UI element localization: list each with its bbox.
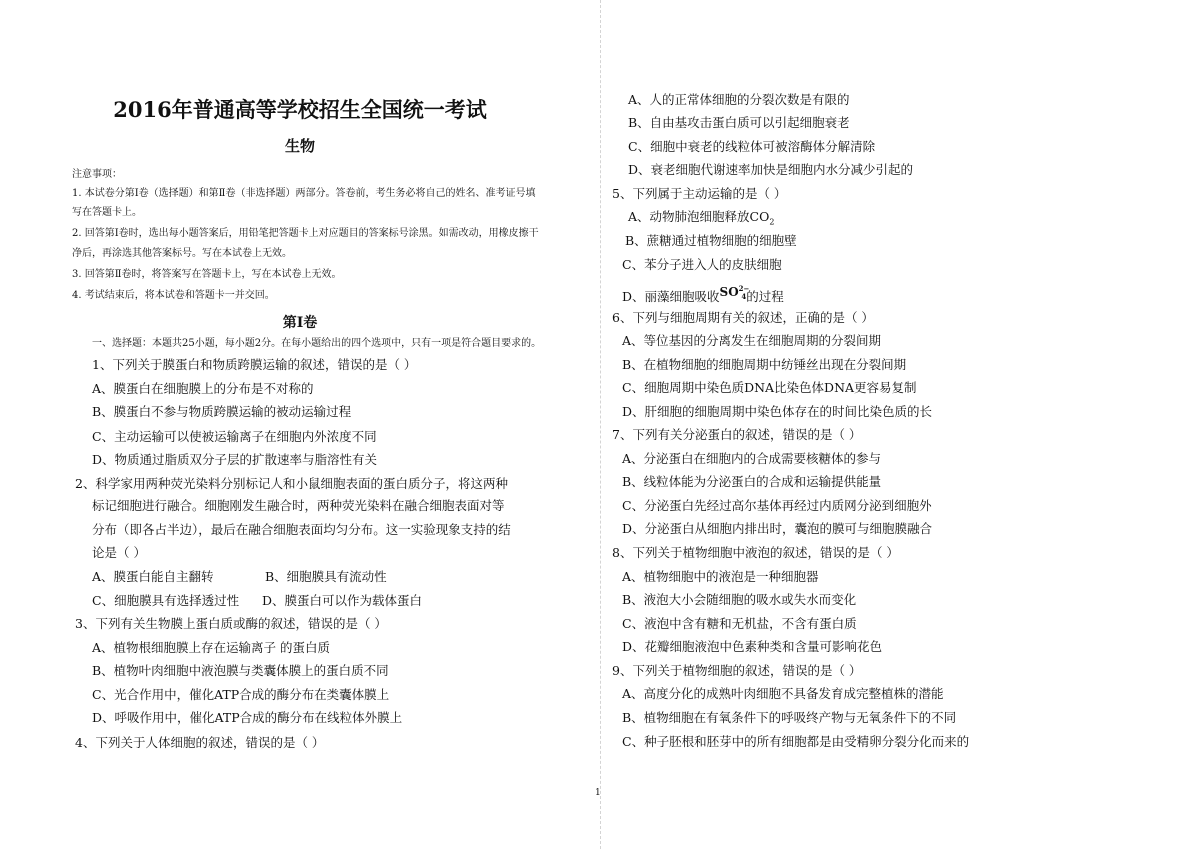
page-fold-line bbox=[600, 0, 601, 849]
question-1-option-b: B、膜蛋白不参与物质跨膜运输的被动运输过程 bbox=[92, 404, 352, 419]
notice-line: 4. 考试结束后，将本试卷和答题卡一并交回。 bbox=[72, 290, 275, 301]
question-3-option-b: B、植物叶肉细胞中液泡膜与类囊体膜上的蛋白质不同 bbox=[92, 663, 389, 678]
question-1-option-d: D、物质通过脂质双分子层的扩散速率与脂溶性有关 bbox=[92, 452, 378, 467]
co2-subscript: 2 bbox=[769, 217, 775, 227]
page-number: 1 bbox=[595, 788, 601, 798]
notice-line: 写在答题卡上。 bbox=[72, 207, 142, 218]
question-8-option-b: B、液泡大小会随细胞的吸水或失水而变化 bbox=[622, 592, 857, 607]
question-9-option-a: A、高度分化的成熟叶肉细胞不具备发育成完整植株的潜能 bbox=[622, 686, 944, 701]
notice-line: 净后，再涂选其他答案标号。写在本试卷上无效。 bbox=[72, 248, 292, 259]
question-3-option-a: A、植物根细胞膜上存在运输离子 的蛋白质 bbox=[92, 640, 331, 655]
notice-line: 1. 本试卷分第Ⅰ卷（选择题）和第Ⅱ卷（非选择题）两部分。答卷前，考生务必将自己的姓名、准考证号填 bbox=[72, 188, 536, 199]
question-6-option-d: D、肝细胞的细胞周期中染色体存在的时间比染色质的长 bbox=[622, 404, 933, 419]
sulfate-ion-charge: 2− bbox=[738, 284, 750, 293]
question-3-option-d: D、呼吸作用中，催化ATP合成的酶分布在线粒体外膜上 bbox=[92, 710, 403, 725]
question-2-stem: 标记细胞进行融合。细胞刚发生融合时，两种荧光染料在融合细胞表面对等 bbox=[92, 498, 505, 513]
sulfate-ion bbox=[719, 284, 750, 302]
sulfate-ion-count: 4 bbox=[741, 292, 747, 302]
question-4-stem: 4、下列关于人体细胞的叙述，错误的是（ ） bbox=[75, 735, 325, 750]
section-intro: 一、选择题：本题共25小题，每小题2分。在每小题给出的四个选项中，只有一项是符合题目要求的。 bbox=[92, 338, 542, 349]
question-1-stem: 1、下列关于膜蛋白和物质跨膜运输的叙述，错误的是（ ） bbox=[92, 357, 417, 372]
notice-line: 3. 回答第Ⅱ卷时，将答案写在答题卡上，写在本试卷上无效。 bbox=[72, 269, 342, 280]
question-8-stem: 8、下列关于植物细胞中液泡的叙述，错误的是（ ） bbox=[612, 545, 899, 560]
question-5-option-a bbox=[628, 209, 774, 231]
question-3-stem: 3、下列有关生物膜上蛋白质或酶的叙述，错误的是（ ） bbox=[75, 616, 387, 631]
question-7-option-d: D、分泌蛋白从细胞内排出时，囊泡的膜可与细胞膜融合 bbox=[622, 521, 933, 536]
question-8-option-c: C、液泡中含有糖和无机盐，不含有蛋白质 bbox=[622, 616, 857, 631]
question-5-option-c: C、苯分子进入人的皮肤细胞 bbox=[622, 257, 782, 272]
question-2-stem: 2、科学家用两种荧光染料分别标记人和小鼠细胞表面的蛋白质分子，将这两种 bbox=[75, 476, 508, 491]
question-6-stem: 6、下列与细胞周期有关的叙述，正确的是（ ） bbox=[612, 310, 874, 325]
notice-line: 2. 回答第Ⅰ卷时，选出每小题答案后，用铅笔把答题卡上对应题目的答案标号涂黑。如需改动，用橡皮擦干 bbox=[72, 228, 539, 239]
question-4-option-d: D、衰老细胞代谢速率加快是细胞内水分减少引起的 bbox=[628, 162, 914, 177]
question-6-option-b: B、在植物细胞的细胞周期中纺锤丝出现在分裂间期 bbox=[622, 357, 907, 372]
question-2-option-a: A、膜蛋白能自主翻转 bbox=[92, 569, 214, 584]
question-5-option-d bbox=[622, 286, 784, 310]
question-7-option-a: A、分泌蛋白在细胞内的合成需要核糖体的参与 bbox=[622, 451, 882, 466]
question-9-option-b: B、植物细胞在有氧条件下的呼吸终产物与无氧条件下的不同 bbox=[622, 710, 957, 725]
question-4-option-b: B、自由基攻击蛋白质可以引起细胞衰老 bbox=[628, 115, 850, 130]
question-4-option-c: C、细胞中衰老的线粒体可被溶酶体分解清除 bbox=[628, 139, 876, 154]
exam-title: 2016年普通高等学校招生全国统一考试 bbox=[113, 97, 487, 122]
question-2-stem: 论是（ ） bbox=[92, 545, 146, 560]
notice-heading: 注意事项： bbox=[72, 169, 122, 180]
question-6-option-c: C、细胞周期中染色质DNA比染色体DNA更容易复制 bbox=[622, 380, 917, 395]
question-2-option-b: B、细胞膜具有流动性 bbox=[265, 569, 387, 584]
question-1-option-c: C、主动运输可以使被运输离子在细胞内外浓度不同 bbox=[92, 429, 377, 444]
question-6-option-a: A、等位基因的分离发生在细胞周期的分裂间期 bbox=[622, 333, 882, 348]
question-2-stem: 分布（即各占半边），最后在融合细胞表面均匀分布。这一实验现象支持的结 bbox=[92, 522, 511, 537]
question-5-stem: 5、下列属于主动运输的是（ ） bbox=[612, 186, 787, 201]
question-8-option-a: A、植物细胞中的液泡是一种细胞器 bbox=[622, 569, 819, 584]
question-5-option-d-suffix: 的过程 bbox=[746, 289, 784, 304]
question-9-option-c: C、种子胚根和胚芽中的所有细胞都是由受精卵分裂分化而来的 bbox=[622, 734, 970, 749]
question-4-option-a: A、人的正常体细胞的分裂次数是有限的 bbox=[628, 92, 850, 107]
question-3-option-c: C、光合作用中，催化ATP合成的酶分布在类囊体膜上 bbox=[92, 687, 390, 702]
question-2-option-c: C、细胞膜具有选择透过性 bbox=[92, 593, 240, 608]
question-5-option-b: B、蔗糖通过植物细胞的细胞壁 bbox=[625, 233, 797, 248]
question-1-option-a: A、膜蛋白在细胞膜上的分布是不对称的 bbox=[92, 381, 314, 396]
question-8-option-d: D、花瓣细胞液泡中色素种类和含量可影响花色 bbox=[622, 639, 883, 654]
sulfate-ion-base: SO bbox=[719, 285, 739, 299]
question-7-option-b: B、线粒体能为分泌蛋白的合成和运输提供能量 bbox=[622, 474, 882, 489]
question-5-option-a-text: A、动物肺泡细胞释放CO bbox=[628, 209, 770, 224]
question-7-option-c: C、分泌蛋白先经过高尔基体再经过内质网分泌到细胞外 bbox=[622, 498, 932, 513]
question-7-stem: 7、下列有关分泌蛋白的叙述，错误的是（ ） bbox=[612, 427, 862, 442]
section-title: 第Ⅰ卷 bbox=[282, 315, 318, 331]
question-5-option-d-text: D、丽藻细胞吸收 bbox=[622, 289, 720, 304]
question-9-stem: 9、下列关于植物细胞的叙述，错误的是（ ） bbox=[612, 663, 862, 678]
question-2-option-d: D、膜蛋白可以作为载体蛋白 bbox=[262, 593, 423, 608]
subject-title: 生物 bbox=[284, 137, 315, 155]
